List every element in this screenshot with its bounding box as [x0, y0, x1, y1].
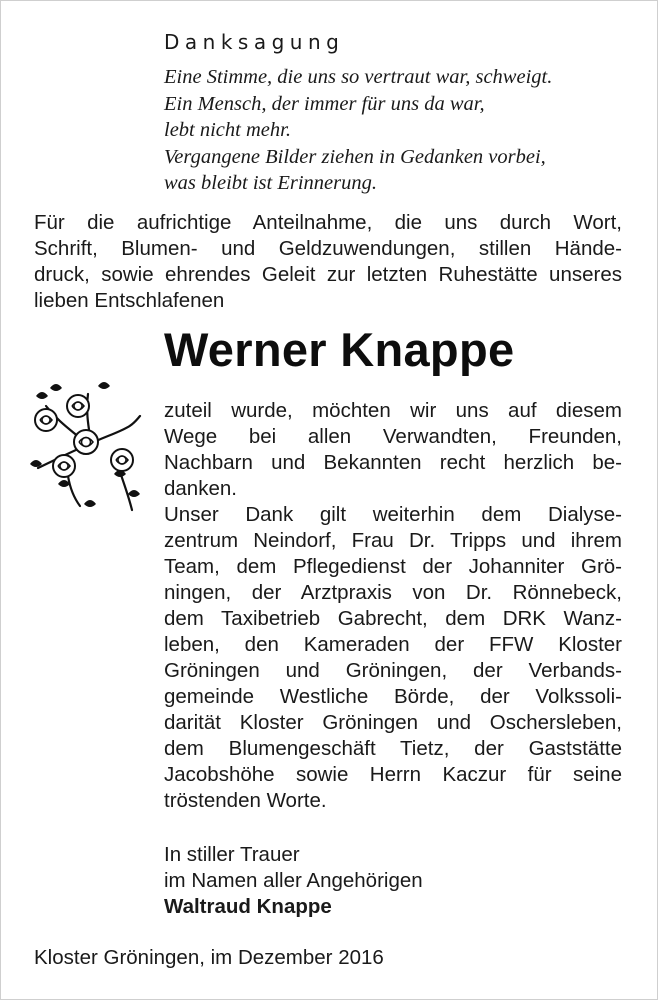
- thanks-line: zuteil wurde, möchten wir uns auf diesem: [164, 399, 622, 422]
- closing-line: In stiller Trauer: [164, 843, 300, 866]
- thanks-line: Gröningen und Gröningen, der Verbands-: [164, 659, 622, 682]
- closing-block: [164, 842, 564, 920]
- poem-line: Vergangene Bilder ziehen in Gedanken vorbei,: [164, 145, 546, 168]
- signer-name: Waltraud Knappe: [164, 895, 332, 918]
- intro-paragraph: [34, 210, 622, 314]
- thanks-line: tröstenden Worte.: [164, 789, 327, 812]
- thanks-line: dem Taxibetrieb Gabrecht, dem DRK Wanz-: [164, 607, 622, 630]
- thanks-line: Unser Dank gilt weiterhin dem Dialyse-: [164, 503, 622, 526]
- intro-line: druck, sowie ehrendes Geleit zur letzten Ruhestätte unseres: [34, 263, 622, 286]
- deceased-name: Werner Knappe: [164, 323, 515, 376]
- poem-line: was bleibt ist Erinnerung.: [164, 172, 377, 194]
- thanks-line: zentrum Neindorf, Frau Dr. Tripps und ihrem: [164, 529, 622, 552]
- intro-line: lieben Entschlafenen: [34, 289, 225, 312]
- thanks-line: Nachbarn und Bekannten recht herzlich be-: [164, 451, 622, 474]
- thanks-line: ningen, der Arztpraxis von Dr. Rönnebeck,: [164, 581, 622, 604]
- poem-line: lebt nicht mehr.: [164, 119, 291, 141]
- rose-branch-icon: [28, 376, 148, 514]
- closing-line: im Namen aller Angehörigen: [164, 869, 423, 892]
- poem-line: Eine Stimme, die uns so vertraut war, schweigt.: [164, 66, 553, 88]
- thanks-line: Jacobshöhe sowie Herrn Kaczur für seine: [164, 763, 622, 786]
- thanks-line: gemeinde Westliche Börde, der Volkssoli-: [164, 685, 622, 708]
- thanks-line: danken.: [164, 477, 237, 500]
- intro-line: Für die aufrichtige Anteilnahme, die uns durch Wort,: [34, 211, 622, 234]
- poem-line: Ein Mensch, der immer für uns da war,: [164, 92, 485, 115]
- thanks-line: Wege bei allen Verwandten, Freunden,: [164, 425, 622, 448]
- place-date: Kloster Gröningen, im Dezember 2016: [34, 946, 384, 969]
- thanks-line: dem Blumengeschäft Tietz, der Gaststätte: [164, 737, 622, 760]
- thanks-line: leben, den Kameraden der FFW Kloster: [164, 633, 622, 656]
- thanks-paragraph: [164, 398, 622, 814]
- poem: [164, 64, 634, 197]
- thanks-line: Team, dem Pflegedienst der Johanniter Grö-: [164, 555, 622, 578]
- thanks-line: darität Kloster Gröningen und Oschersleben,: [164, 711, 622, 734]
- notice-heading: Danksagung: [164, 30, 345, 54]
- intro-line: Schrift, Blumen- und Geldzuwendungen, stillen Hände-: [34, 237, 622, 260]
